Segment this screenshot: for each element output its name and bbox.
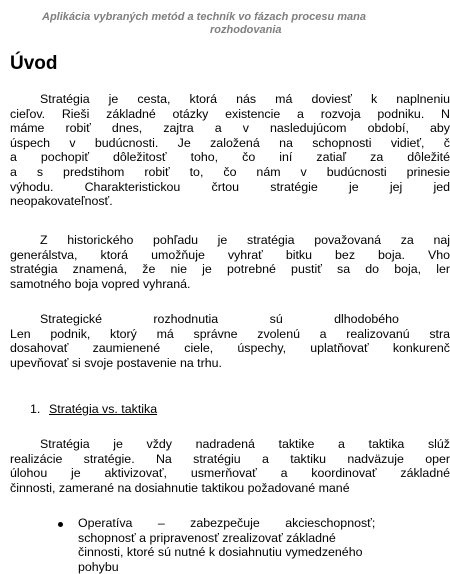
bullet-icon xyxy=(58,522,63,527)
paragraph-line: upevňovať si svoje postavenie na trhu. xyxy=(10,355,222,370)
paragraph-line: a s predstihom robiť to, čo nám v budúcnosti prinesie xyxy=(10,164,450,179)
section-number: 1. xyxy=(30,402,41,416)
paragraph-line: a pochopiť dôležitosť toho, čo iní zatiaľ za dôležité xyxy=(10,150,450,165)
bullet-list xyxy=(58,516,418,574)
paragraph-line: úlohou je aktivizovať, usmerňovať a koordinovať základné xyxy=(10,466,450,481)
page-title: Úvod xyxy=(10,53,58,74)
paragraph-line: stratégia znamená, že nie je potrebné pustiť sa do boja, ler xyxy=(10,262,450,277)
paragraph-line: úspech v budúcnosti. Je založená na schopnosti vidieť, č xyxy=(10,135,450,150)
paragraph-strategic-decisions xyxy=(10,312,450,370)
list-item-line: Operatíva – zabezpečuje akcieschopnosť; xyxy=(78,516,376,530)
list-item-line: pohybu xyxy=(78,559,119,574)
paragraph-line: Stratégia je vždy nadradená taktike a taktika slúž xyxy=(40,437,450,451)
header-line-2: rozhodovania xyxy=(210,24,282,36)
paragraph-line: výhodu. Charakteristickou črtou stratégie je jej jed xyxy=(10,179,450,194)
paragraph-line: Z historického pohľadu je stratégia považovaná za naj xyxy=(40,233,450,247)
paragraph-line: máme robiť dnes, zajtra a v nasledujúcom období, aby xyxy=(10,121,450,136)
paragraph-line: cieľov. Rieši základné otázky existencie a rozvoja podniku. N xyxy=(10,106,450,121)
running-header xyxy=(0,11,410,37)
header-line-1: Aplikácia vybraných metód a techník vo fázach procesu mana xyxy=(42,11,367,23)
paragraph-line: generálstva, ktorá umožňuje vyhrať bitku bez boja. Vho xyxy=(10,247,450,262)
paragraph-line: Stratégia je cesta, ktorá nás má doviesť k naplneniu xyxy=(40,92,450,106)
section-title: Stratégia vs. taktika xyxy=(49,402,158,416)
paragraph-line: neopakovateľnosť. xyxy=(10,194,113,209)
paragraph-line: Strategické rozhodnutia sú dlhodobého xyxy=(40,312,399,326)
paragraph-line: činnosti, zamerané na dosiahnutie taktikou požadované mané xyxy=(10,480,350,495)
paragraph-line: samotného boja vopred vyhraná. xyxy=(10,276,191,291)
paragraph-strategy-vs-tactics xyxy=(10,437,450,495)
paragraph-intro xyxy=(10,92,450,209)
paragraph-line: dosahovať zaumienené ciele, úspechy, uplatňovať konkurenč xyxy=(10,341,450,356)
list-item-line: činnosti, ktoré sú nutné k dosiahnutiu vymedzeného xyxy=(78,545,363,560)
paragraph-line: Len podnik, ktorý má správne zvolenú a realizovanú stra xyxy=(10,326,450,341)
paragraph-history xyxy=(10,233,450,291)
section-heading xyxy=(30,402,157,417)
list-item-line: schopnosť a pripravenosť zrealizovať základné xyxy=(78,530,336,545)
paragraph-line: realizácie stratégie. Na stratégiu a taktiku nadväzuje oper xyxy=(10,451,450,466)
list-item xyxy=(58,516,418,574)
